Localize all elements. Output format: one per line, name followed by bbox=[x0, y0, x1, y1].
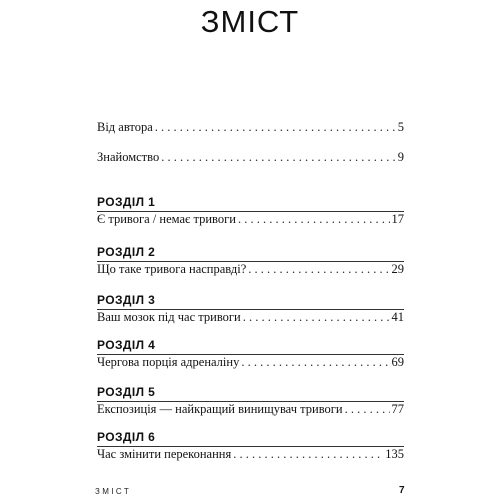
entry-title: Експозиція — найкращий винищувач тривоги bbox=[97, 402, 343, 416]
chapter-label-1: РОЗДІЛ 1 bbox=[97, 195, 156, 209]
entry-title: Знайомство bbox=[97, 150, 160, 164]
page-title: ЗМІСТ bbox=[200, 4, 300, 39]
dot-leader bbox=[345, 402, 390, 417]
entry-title: Ваш мозок під час тривоги bbox=[97, 310, 241, 324]
toc-entry-chapter-5[interactable] bbox=[97, 402, 404, 422]
entry-title: Чергова порція адреналіну bbox=[97, 355, 240, 369]
dot-leader bbox=[241, 355, 389, 370]
entry-page-number: 69 bbox=[391, 355, 404, 369]
dot-leader bbox=[238, 212, 390, 227]
dot-leader bbox=[155, 120, 396, 135]
entry-page-number: 17 bbox=[391, 212, 404, 226]
entry-title: Є тривога / немає тривоги bbox=[97, 212, 236, 226]
entry-page-number: 77 bbox=[391, 402, 404, 416]
chapter-label-3: РОЗДІЛ 3 bbox=[97, 293, 156, 307]
toc-entry-chapter-6[interactable] bbox=[97, 447, 404, 467]
entry-title: Час змінити переконання bbox=[97, 447, 232, 461]
toc-entry-chapter-1[interactable] bbox=[97, 212, 404, 232]
dot-leader bbox=[248, 262, 389, 277]
entry-title: Що таке тривога насправді? bbox=[97, 262, 247, 276]
entry-page-number: 29 bbox=[391, 262, 404, 276]
running-head: ЗМІСТ bbox=[95, 487, 132, 496]
entry-title: Від автора bbox=[97, 120, 153, 134]
chapter-label-5: РОЗДІЛ 5 bbox=[97, 385, 156, 399]
dot-leader bbox=[233, 447, 383, 462]
chapter-label-6: РОЗДІЛ 6 bbox=[97, 430, 156, 444]
page-number: 7 bbox=[399, 485, 405, 496]
entry-page-number: 5 bbox=[397, 120, 404, 134]
toc-entry-from-author[interactable] bbox=[97, 120, 404, 140]
chapter-label-2: РОЗДІЛ 2 bbox=[97, 245, 156, 259]
entry-page-number: 9 bbox=[397, 150, 404, 164]
toc-entry-introduction[interactable] bbox=[97, 150, 404, 170]
chapter-label-4: РОЗДІЛ 4 bbox=[97, 338, 156, 352]
toc-entry-chapter-4[interactable] bbox=[97, 355, 404, 375]
dot-leader bbox=[161, 150, 396, 165]
entry-page-number: 135 bbox=[385, 447, 404, 461]
dot-leader bbox=[243, 310, 390, 325]
toc-entry-chapter-2[interactable] bbox=[97, 262, 404, 282]
entry-page-number: 41 bbox=[391, 310, 404, 324]
toc-entry-chapter-3[interactable] bbox=[97, 310, 404, 330]
